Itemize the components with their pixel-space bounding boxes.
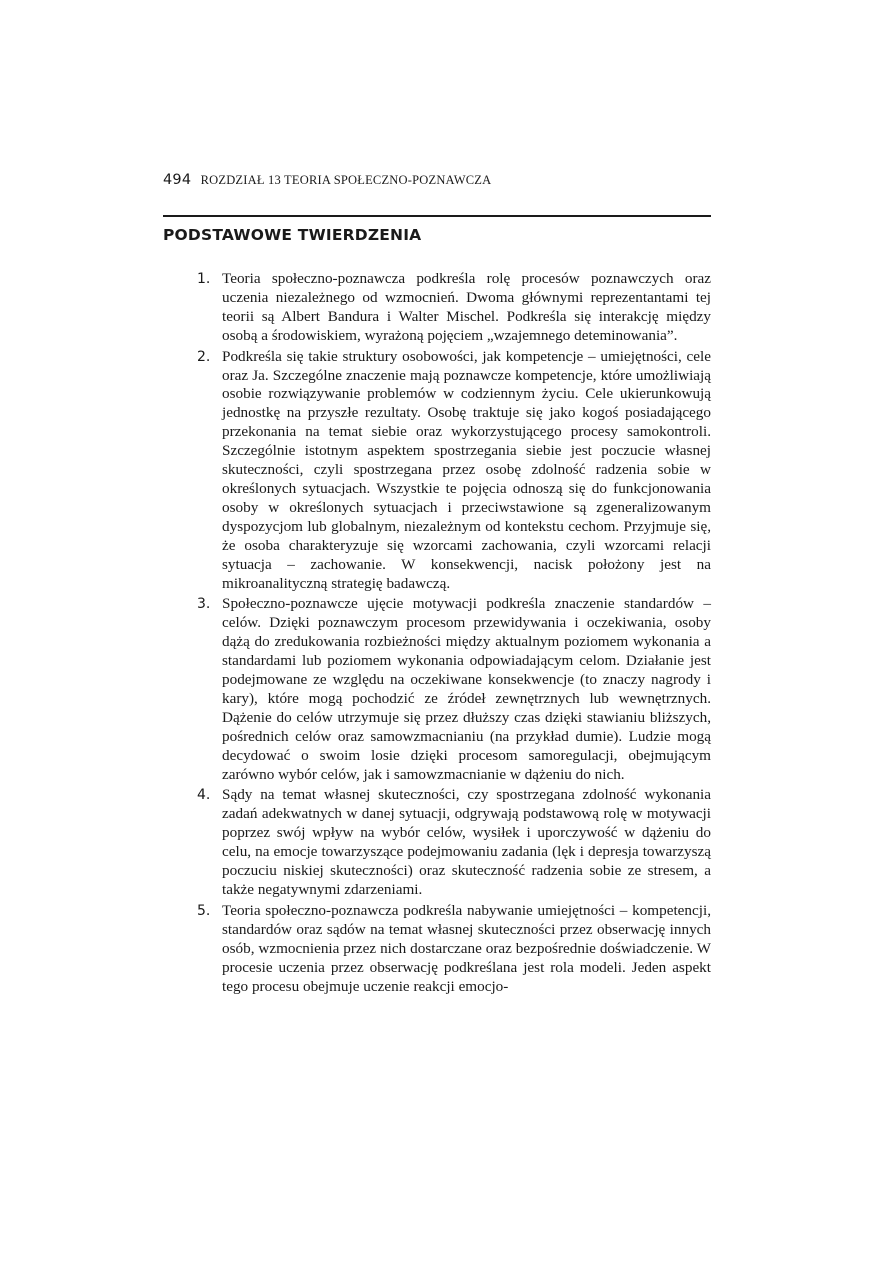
- list-item-text: Podkreśla się takie struktury osobowości, jak kompetencje – umiejętności, cele oraz Ja. Szczególne znaczenie mają poznawcze kompetencje, które umożliwiają osobie rozwiązywanie problemów w codziennym życiu. Cele ukierunkowują jednostkę na przyszłe rezultaty. Osobę traktuje się jako kogoś posiadającego przekonania na temat siebie oraz wykorzystującego procesy samokontroli. Szczególnie istotnym aspektem spostrzegania siebie jest poczucie własnej skuteczności, czyli spostrzegana przez osobę zdolność radzenia sobie w określonych sytuacjach. Wszystkie te pojęcia odnoszą się do funkcjonowania osoby w określonych sytuacjach i przeciwstawione są zgeneralizowanym dyspozycjom lub globalnym, niezależnym od kontekstu cechom. Przyjmuje się, że osoba charakteryzuje się wzorcami zachowania, czyli wzorcami relacji sytuacja – zachowanie. W konsekwencji, nacisk położony jest na mikroanalityczną strategię badawczą.: [222, 347, 711, 592]
- list-item-text: Sądy na temat własnej skuteczności, czy spostrzegana zdolność wykonania zadań adekwatnych w danej sytuacji, odgrywają podstawową rolę w motywacji poprzez swój wpływ na wybór celów, wysiłek i uporczywość w dążeniu do celu, na emocje towarzyszące podejmowaniu zadania (lęk i depresja towarzyszą poczuciu niskiej skuteczności) oraz skuteczność radzenia sobie ze stresem, a także negatywnymi zdarzeniami.: [222, 786, 711, 898]
- list-item: [197, 786, 711, 899]
- section-divider: [163, 215, 711, 217]
- list-item-text: Teoria społeczno-poznawcza podkreśla rolę procesów poznawczych oraz uczenia niezależnego od wzmocnień. Dwoma głównymi reprezentantami tej teorii są Albert Bandura i Walter Mischel. Podkreśla się interakcję między osobą a środowiskiem, wyrażoną pojęciem „wzajemnego deteminowania”.: [222, 270, 711, 344]
- page-number: 494: [163, 172, 192, 188]
- list-item-number: 1.: [197, 271, 211, 287]
- list-item: [197, 595, 711, 784]
- list-item-text: Teoria społeczno-poznawcza podkreśla nabywanie umiejętności – kompetencji, standardów oraz sądów na temat własnej skuteczności przez obserwację innych osób, wzmocnienia przez nich dostarczane oraz bezpośrednie doświadczenie. W procesie uczenia przez obserwację podkreślana jest rola modeli. Jeden aspekt tego procesu obejmuje uczenie reakcji emocjo-: [222, 901, 711, 995]
- list-item-number: 3.: [197, 596, 211, 613]
- list-item-number: 5.: [197, 902, 211, 919]
- list-item-number: 2.: [197, 348, 211, 365]
- list-item: [197, 348, 711, 594]
- list-item: [197, 270, 711, 346]
- section-title: PODSTAWOWE TWIERDZENIA: [163, 226, 422, 244]
- list-item: [197, 902, 711, 997]
- key-points-list: [197, 270, 711, 998]
- list-item-text: Społeczno-poznawcze ujęcie motywacji podkreśla znaczenie standardów – celów. Dzięki poznawczym procesom przewidywania i oczekiwania, osoby dążą do zredukowania rozbieżności między aktualnym poziomem wykonania a standardami lub poziomem wykonania odpowiadającym celom. Działanie jest podejmowane ze względu na oczekiwane konsekwencje (to znaczy nagrody i kary), które mogą pochodzić ze źródeł zewnętrznych lub wewnętrznych. Dążenie do celów utrzymuje się przez dłuższy czas dzięki stawianiu bliższych, pośrednich celów oraz samowzmacnianiu (na przykład dumie). Ludzie mogą decydować o swoim losie dzięki procesom samoregulacji, obejmującym zarówno wybór celów, jak i samowzmacnianie w dążeniu do nich.: [222, 595, 711, 783]
- running-head: [163, 172, 491, 188]
- list-item-number: 4.: [197, 787, 211, 804]
- chapter-label: ROZDZIAŁ 13: [200, 173, 281, 187]
- chapter-title: TEORIA SPOŁECZNO-POZNAWCZA: [284, 173, 492, 187]
